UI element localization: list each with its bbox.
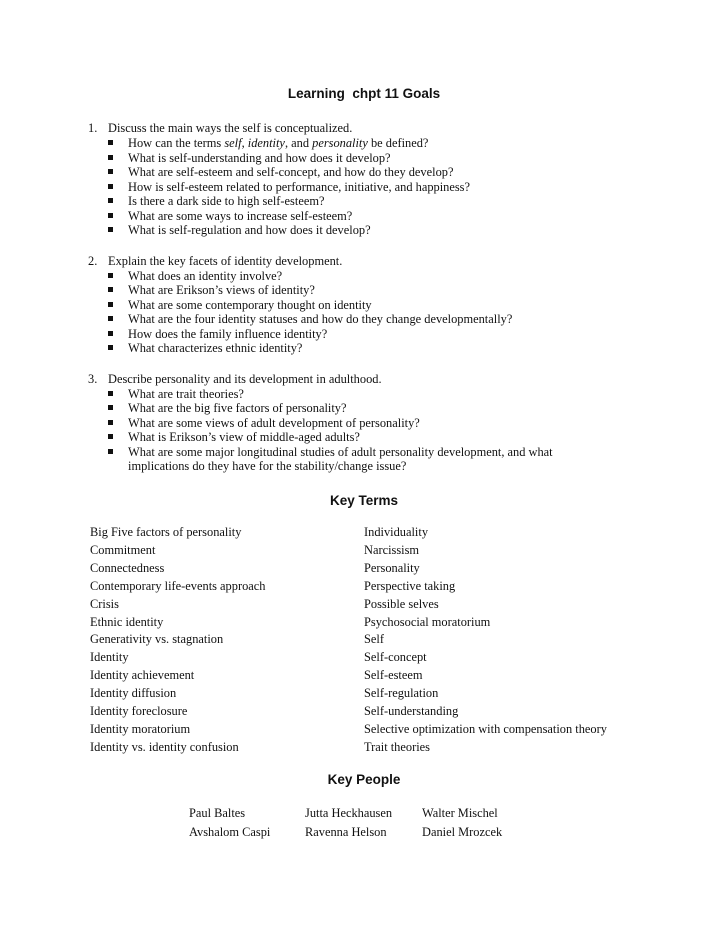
square-bullet-icon — [108, 198, 113, 203]
goal-question — [88, 180, 688, 195]
goal-question-text: What characterizes ethnic identity? — [128, 341, 303, 355]
key-terms-right-column — [364, 524, 607, 757]
key-term: Identity diffusion — [90, 686, 177, 701]
goal-question-text: What are some contemporary thought on identity — [128, 297, 372, 312]
goal-question — [88, 209, 688, 224]
key-person: Avshalom Caspi — [189, 824, 271, 839]
goal-question — [88, 298, 688, 313]
square-bullet-icon — [108, 273, 113, 278]
key-term: Self — [364, 632, 384, 647]
goal-question — [88, 194, 688, 209]
document-title-text: Learning chpt 11 Goals — [287, 86, 441, 101]
square-bullet-icon — [108, 405, 113, 410]
goal-question-text: What is self-understanding and how does it develop? — [128, 150, 391, 165]
key-term: Identity achievement — [90, 668, 195, 683]
key-term: Possible selves — [364, 596, 439, 611]
goal-question-text: What is Erikson’s view of middle-aged adults? — [128, 430, 360, 444]
key-person: Walter Mischel — [422, 806, 498, 820]
key-person: Daniel Mrozcek — [422, 824, 503, 839]
goal-heading — [88, 371, 688, 387]
goal-question-text: be defined? — [367, 136, 429, 150]
italic-term: personality — [312, 136, 368, 150]
key-people-heading: Key People — [327, 772, 401, 787]
goal-text: Describe personality and its development in adulthood. — [108, 371, 382, 386]
goal-question-list — [88, 387, 688, 474]
goal-text: Discuss the main ways the self is conceptualized. — [108, 121, 353, 135]
key-term: Trait theories — [364, 739, 430, 754]
goal-question — [88, 136, 688, 151]
key-term: Connectedness — [90, 560, 165, 575]
italic-term: identity — [247, 136, 285, 150]
key-people-column-1 — [189, 804, 270, 841]
goal-text: Explain the key facets of identity development. — [108, 253, 343, 268]
goal-question-text: What are the four identity statuses and how do they change developmentally? — [128, 312, 513, 326]
key-term: Narcissism — [364, 542, 420, 557]
square-bullet-icon — [108, 449, 113, 454]
goal-question — [88, 165, 688, 180]
key-term: Big Five factors of personality — [90, 525, 242, 539]
goal-heading — [88, 120, 688, 136]
key-term: Perspective taking — [364, 578, 456, 593]
goal-item — [88, 120, 688, 238]
goal-question — [88, 341, 688, 356]
goal-question-text: What are some major longitudinal studies of adult personality development, and what implications do they have for the stability/change issue? — [128, 444, 553, 473]
key-people-column-2 — [305, 804, 392, 841]
goal-question-text: What is self-regulation and how does it develop? — [128, 223, 371, 237]
goal-question — [88, 269, 688, 284]
goal-question — [88, 430, 688, 445]
goal-question — [88, 223, 688, 238]
key-term: Selective optimization with compensation theory — [364, 721, 607, 736]
goal-question — [88, 327, 688, 342]
italic-term: self — [224, 136, 242, 150]
key-term: Commitment — [90, 542, 156, 557]
goal-question-text: How can the terms — [128, 136, 225, 150]
key-term: Self-regulation — [364, 686, 439, 701]
key-person: Paul Baltes — [189, 806, 246, 820]
key-terms-left-column — [90, 524, 265, 757]
goal-question-text: What are some views of adult development of personality? — [128, 415, 420, 430]
goal-question-list — [88, 269, 688, 356]
square-bullet-icon — [108, 184, 113, 189]
key-term: Crisis — [90, 596, 119, 611]
goal-question-text: How does the family influence identity? — [128, 326, 328, 341]
goal-question-text: What are self-esteem and self-concept, and how do they develop? — [128, 165, 454, 179]
square-bullet-icon — [108, 391, 113, 396]
key-term: Self-esteem — [364, 668, 423, 683]
goal-question-text: What are trait theories? — [128, 386, 244, 401]
key-term: Ethnic identity — [90, 614, 164, 629]
goal-question-list — [88, 136, 688, 238]
goal-question — [88, 312, 688, 327]
goal-question-text: How is self-esteem related to performance, initiative, and happiness? — [128, 179, 470, 194]
key-term: Self-concept — [364, 650, 427, 665]
goal-question-text: What does an identity involve? — [128, 268, 283, 283]
square-bullet-icon — [108, 227, 113, 232]
square-bullet-icon — [108, 345, 113, 350]
key-people-column-3 — [422, 804, 502, 841]
goal-question-text: What are some ways to increase self-esteem? — [128, 208, 353, 223]
goal-number: 2. — [88, 253, 98, 268]
key-term: Personality — [364, 560, 420, 575]
goal-number: 1. — [88, 121, 98, 135]
square-bullet-icon — [108, 287, 113, 292]
square-bullet-icon — [108, 169, 113, 174]
goal-list — [88, 120, 688, 489]
goal-question — [88, 387, 688, 402]
goal-question — [88, 445, 598, 474]
square-bullet-icon — [108, 316, 113, 321]
goal-question — [88, 401, 688, 416]
square-bullet-icon — [108, 155, 113, 160]
key-person: Ravenna Helson — [305, 824, 387, 839]
key-terms-heading: Key Terms — [329, 493, 399, 508]
goal-question-text: What are the big five factors of personality? — [128, 401, 347, 415]
key-term: Self-understanding — [364, 704, 459, 719]
document-title — [0, 86, 728, 101]
goal-question — [88, 416, 688, 431]
goal-question-text: , — [241, 136, 248, 150]
goal-number: 3. — [88, 371, 98, 386]
square-bullet-icon — [108, 420, 113, 425]
goal-item — [88, 253, 688, 356]
goal-heading — [88, 253, 688, 269]
goal-question-text: , and — [284, 136, 313, 150]
square-bullet-icon — [108, 434, 113, 439]
key-term: Psychosocial moratorium — [364, 614, 491, 629]
goal-question-text: Is there a dark side to high self-esteem? — [128, 194, 325, 208]
goal-question — [88, 283, 688, 298]
key-term: Identity — [90, 650, 129, 665]
key-term: Individuality — [364, 525, 429, 539]
square-bullet-icon — [108, 213, 113, 218]
square-bullet-icon — [108, 140, 113, 145]
goal-item — [88, 371, 688, 474]
goal-question-text: What are Erikson’s views of identity? — [128, 283, 315, 297]
square-bullet-icon — [108, 302, 113, 307]
key-term: Identity foreclosure — [90, 704, 188, 719]
key-term: Identity vs. identity confusion — [90, 739, 239, 754]
key-term: Identity moratorium — [90, 721, 191, 736]
key-term: Generativity vs. stagnation — [90, 632, 224, 647]
key-term: Contemporary life-events approach — [90, 578, 266, 593]
square-bullet-icon — [108, 331, 113, 336]
goal-question — [88, 151, 688, 166]
key-person: Jutta Heckhausen — [305, 806, 393, 820]
